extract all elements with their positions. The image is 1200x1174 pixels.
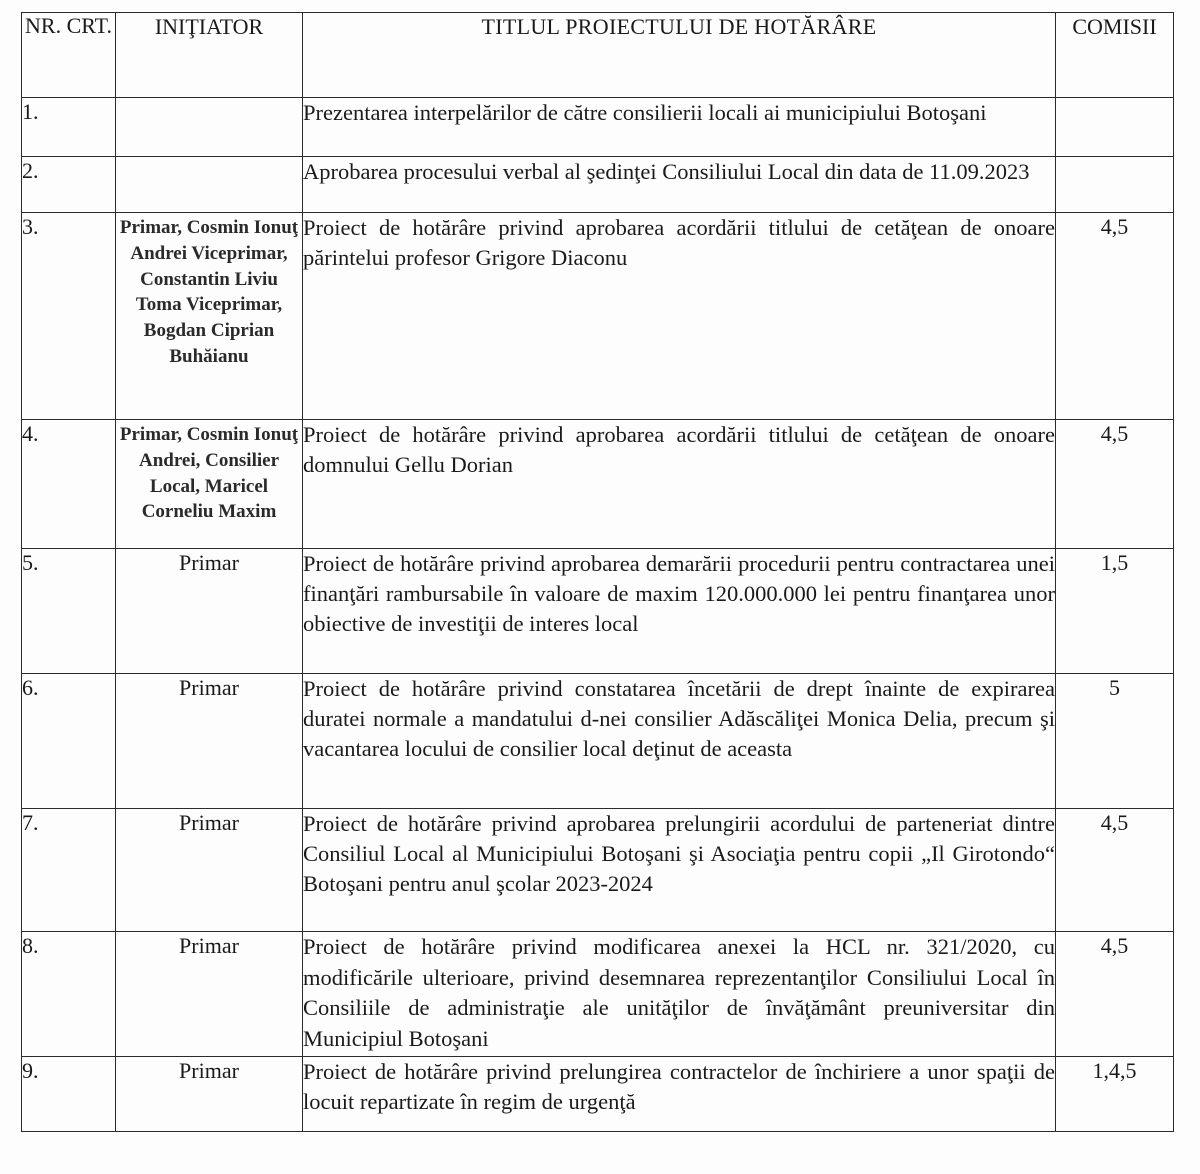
row-title: Proiect de hotărâre privind aprobarea acordării titlului de cetăţean de onoare domnului Gellu Dorian [303,420,1056,549]
row-commissions: 1,4,5 [1056,1057,1174,1132]
row-title: Proiect de hotărâre privind constatarea încetării de drept înainte de expirarea duratei normale a mandatului d-nei consilier Adăscăliţei Monica Delia, precum şi vacantarea locului de consilier local deţinut de aceasta [303,674,1056,809]
row-number: 2. [22,157,116,213]
row-title: Proiect de hotărâre privind prelungirea contractelor de închiriere a unor spaţii de locuit repartizate în regim de urgenţă [303,1057,1056,1132]
row-number: 6. [22,674,116,809]
row-commissions: 4,5 [1056,420,1174,549]
agenda-table [21,12,1174,1132]
row-title: Proiect de hotărâre privind modificarea anexei la HCL nr. 321/2020, cu modificările ulterioare, privind desemnarea reprezentanţilor Consiliului Local în Consiliile de administraţie ale unităţilor de învăţământ preuniversitar din Municipiul Botoşani [303,932,1056,1057]
table-row [22,1057,1174,1132]
row-commissions [1056,98,1174,157]
table-row [22,213,1174,420]
row-commissions: 4,5 [1056,213,1174,420]
row-title: Proiect de hotărâre privind aprobarea demarării procedurii pentru contractarea unei finanţări rambursabile în valoare de maxim 120.000.000 lei pentru finanţarea unor obiective de investiţii de interes local [303,549,1056,674]
header-commissions: COMISII [1056,13,1174,98]
row-initiator [116,98,303,157]
table-row [22,932,1174,1057]
row-number: 8. [22,932,116,1057]
row-number: 4. [22,420,116,549]
header-initiator: INIŢIATOR [116,13,303,98]
table-row [22,420,1174,549]
row-number: 5. [22,549,116,674]
row-initiator: Primar [116,674,303,809]
row-number: 3. [22,213,116,420]
row-initiator: Primar [116,932,303,1057]
row-title: Prezentarea interpelărilor de către consilierii locali ai municipiului Botoşani [303,98,1056,157]
table-row [22,809,1174,932]
header-title: TITLUL PROIECTULUI DE HOTĂRÂRE [303,13,1056,98]
table-row [22,98,1174,157]
header-nr-crt: NR. CRT. [22,13,116,98]
row-commissions: 4,5 [1056,809,1174,932]
row-title: Proiect de hotărâre privind aprobarea prelungirii acordului de parteneriat dintre Consiliul Local al Municipiului Botoşani şi Asociaţia pentru copii „Il Girotondo“ Botoşani pentru anul şcolar 2023-2024 [303,809,1056,932]
row-initiator: Primar, Cosmin Ionuţ Andrei Viceprimar, Constantin Liviu Toma Viceprimar, Bogdan Ciprian Buhăianu [116,213,303,420]
table-header-row [22,13,1174,98]
table-row [22,549,1174,674]
row-commissions: 4,5 [1056,932,1174,1057]
row-commissions [1056,157,1174,213]
row-commissions: 1,5 [1056,549,1174,674]
row-initiator: Primar [116,1057,303,1132]
row-initiator [116,157,303,213]
row-number: 1. [22,98,116,157]
row-initiator: Primar, Cosmin Ionuţ Andrei, Consilier Local, Maricel Corneliu Maxim [116,420,303,549]
row-initiator: Primar [116,809,303,932]
row-title: Proiect de hotărâre privind aprobarea acordării titlului de cetăţean de onoare părintelui profesor Grigore Diaconu [303,213,1056,420]
row-title: Aprobarea procesului verbal al şedinţei Consiliului Local din data de 11.09.2023 [303,157,1056,213]
row-initiator: Primar [116,549,303,674]
row-number: 7. [22,809,116,932]
row-number: 9. [22,1057,116,1132]
row-commissions: 5 [1056,674,1174,809]
table-row [22,674,1174,809]
table-row [22,157,1174,213]
